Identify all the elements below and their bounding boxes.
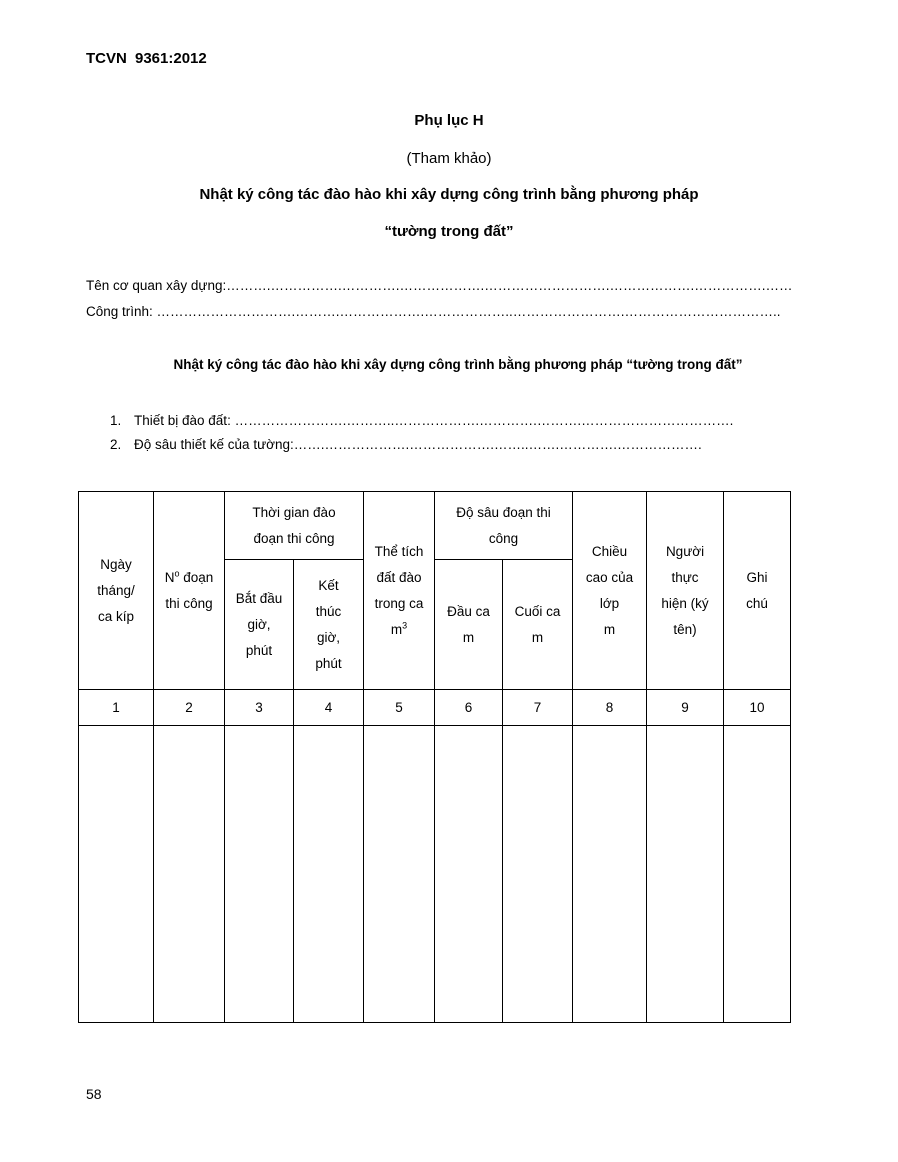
- excavation-equipment-field: Thiết bị đào đất: …………………….………..……………….………….……….…………………………….: [134, 413, 734, 428]
- excavation-log-table: [78, 491, 791, 1023]
- empty-entry-cell: [294, 726, 364, 1023]
- empty-entry-cell: [647, 726, 724, 1023]
- header-executor: Người thực hiện (ký tên): [647, 492, 724, 690]
- header-layer-height: Chiều cao của lớp m: [573, 492, 647, 690]
- empty-entry-cell: [154, 726, 225, 1023]
- agency-label: Tên cơ quan xây dựng:: [86, 278, 227, 293]
- design-depth-field: Độ sâu thiết kế của tường:…….……………….……………….……..…….………….……………….: [134, 437, 702, 452]
- project-fill-line: ………………………….……….……………….………………..…………………….……………………………..: [156, 304, 781, 319]
- header-depth-shift-start: Đầu ca m: [435, 560, 503, 690]
- header-segment-depth-group: Độ sâu đoạn thi công: [435, 492, 573, 560]
- list-item: [110, 413, 733, 428]
- list-item-number: 2.: [110, 437, 122, 452]
- header-end-time: Kết thúc giờ, phút: [294, 560, 364, 690]
- header-depth-shift-end: Cuối ca m: [503, 560, 573, 690]
- column-number: 1: [79, 690, 154, 726]
- agency-field: [86, 278, 793, 293]
- header-excavated-volume: Thể tích đất đào trong ca $m^3$: [364, 492, 435, 690]
- project-field: [86, 304, 781, 319]
- header-start-time: Bắt đầu giờ, phút: [225, 560, 294, 690]
- empty-entry-cell: [435, 726, 503, 1023]
- document-title-line1: Nhật ký công tác đào hào khi xây dựng công trình bằng phương pháp: [199, 186, 699, 203]
- list-item-number: 1.: [110, 413, 122, 428]
- header-excavation-time-group: Thời gian đào đoạn thi công: [225, 492, 364, 560]
- empty-entry-cell: [573, 726, 647, 1023]
- empty-entry-cell: [225, 726, 294, 1023]
- standard-code: TCVN 9361:2012: [86, 50, 207, 67]
- column-number: 10: [724, 690, 791, 726]
- document-title-line2: “tường trong đất”: [384, 223, 514, 240]
- column-number: 2: [154, 690, 225, 726]
- page-number: 58: [86, 1086, 102, 1102]
- empty-entry-cell: [79, 726, 154, 1023]
- column-number: 9: [647, 690, 724, 726]
- empty-entry-cell: [503, 726, 573, 1023]
- header-note: Ghi chú: [724, 492, 791, 690]
- empty-entry-cell: [364, 726, 435, 1023]
- column-number: 7: [503, 690, 573, 726]
- column-number: 3: [225, 690, 294, 726]
- column-number-row: [79, 690, 791, 726]
- list-item: [110, 437, 702, 452]
- column-number: 5: [364, 690, 435, 726]
- appendix-heading: Phụ lục H: [414, 112, 484, 129]
- empty-entry-cell: [724, 726, 791, 1023]
- column-number: 8: [573, 690, 647, 726]
- reference-note: (Tham khảo): [406, 150, 492, 167]
- header-segment-number: $N^o$ đoạn thi công: [154, 492, 225, 690]
- project-label: Công trình:: [86, 304, 157, 319]
- log-subtitle: Nhật ký công tác đào hào khi xây dựng công trình bằng phương pháp “tường trong đất”: [173, 357, 743, 372]
- column-number: 4: [294, 690, 364, 726]
- column-number: 6: [435, 690, 503, 726]
- header-date-shift: Ngày tháng/ ca kíp: [79, 492, 154, 690]
- table-row: [79, 726, 791, 1023]
- agency-fill-line: ……….…………….………….……………….……………………….……………….…………….……: [226, 278, 793, 293]
